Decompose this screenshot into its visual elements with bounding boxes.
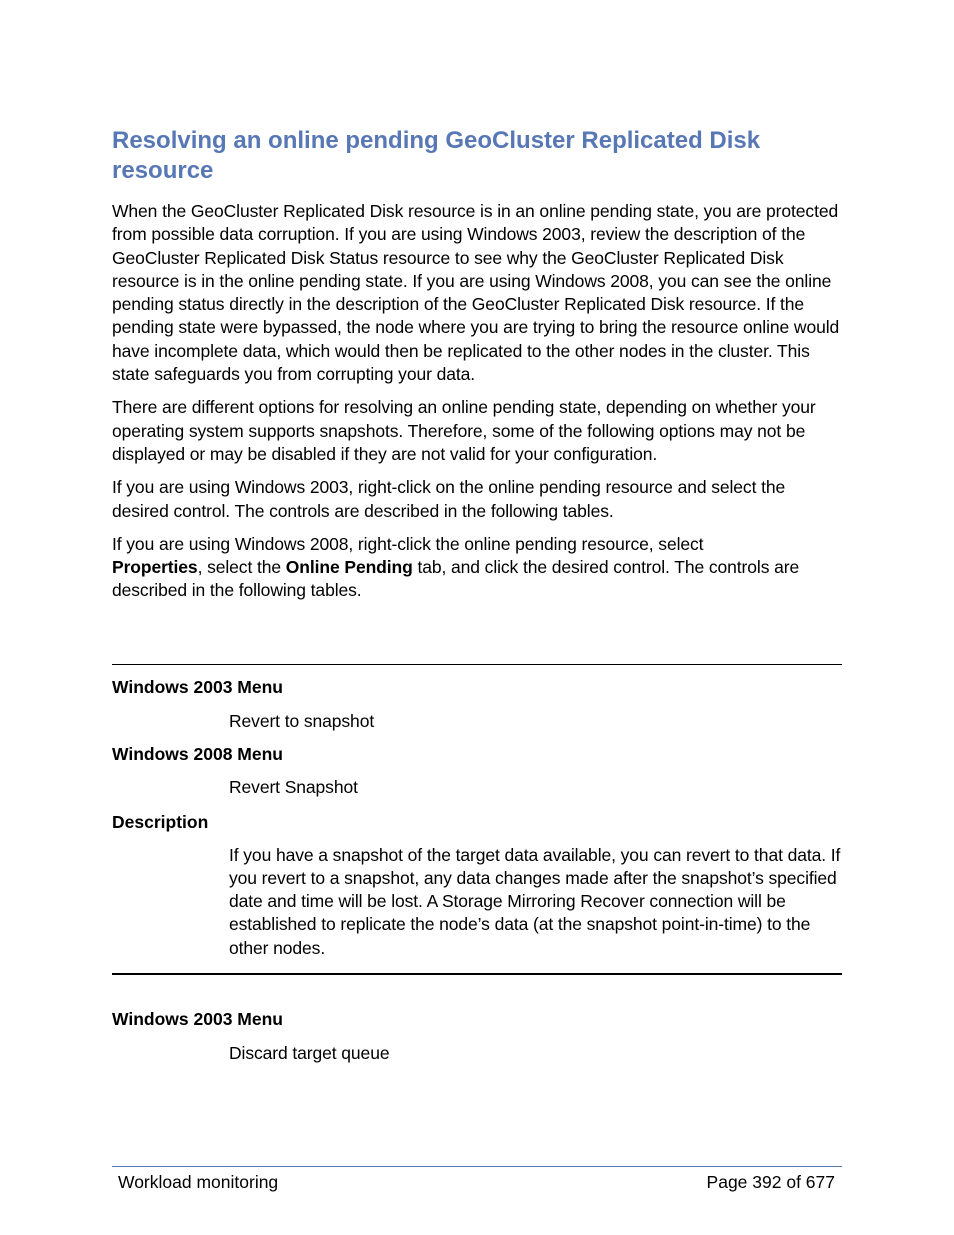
windows-2008-menu-value: Revert Snapshot <box>229 777 358 798</box>
options-paragraph: There are different options for resolving an online pending state, depending on whether your operating system supports snapshots. Therefore, some of the following options may not be displayed or may be disabled if they are not valid for your configuration. <box>112 397 816 464</box>
paragraph-text: tab, and click the desired control. The controls are described in the following tables. <box>112 557 800 601</box>
page-title: Resolving an online pending GeoCluster Replicated Disk resource <box>112 127 761 184</box>
windows-2003-paragraph: If you are using Windows 2003, right-click on the online pending resource and select the desired control. The controls are described in the following tables. <box>112 477 786 521</box>
windows-2003-menu-value: Revert to snapshot <box>229 711 375 731</box>
paragraph-text: If you are using Windows 2008, right-click the online pending resource, select <box>112 533 704 554</box>
windows-2003-menu-value: Discard target queue <box>229 1043 390 1063</box>
footer-rule <box>112 1166 842 1167</box>
windows-2008-menu-label: Windows 2008 Menu <box>112 744 283 765</box>
windows-2003-menu-label: Windows 2003 Menu <box>112 677 283 697</box>
description-label: Description <box>112 811 209 832</box>
intro-paragraph: When the GeoCluster Replicated Disk resource is in an online pending state, you are protected from possible data corruption. If you are using Windows 2003, review the description of the GeoCluster Replicated Disk Status resource to see why the GeoCluster Replicated Disk resource is in the online pending state. If you are using Windows 2008, you can see the online pending status directly in the description of the GeoCluster Replicated Disk resource. If the pending state were bypassed, the node where you are trying to bring the resource online would have incomplete data, which would then be replicated to the other nodes in the cluster. This state safeguards you from corrupting your data. <box>112 201 840 385</box>
paragraph-text: , select the <box>197 557 281 578</box>
table-separator-rule <box>112 973 842 975</box>
windows-2008-paragraph <box>112 533 842 603</box>
windows-2003-menu-label: Windows 2003 Menu <box>112 1009 283 1029</box>
table-top-rule <box>112 664 842 665</box>
control-table-revert <box>112 676 842 960</box>
control-table-discard <box>112 1008 842 1065</box>
footer-section-name: Workload monitoring <box>118 1172 279 1192</box>
main-content <box>112 126 842 613</box>
footer-page-number: Page 392 of 677 <box>706 1172 835 1192</box>
online-pending-term: Online Pending <box>285 557 413 578</box>
description-value: If you have a snapshot of the target data available, you can revert to that data. If you revert to a snapshot, any data changes made after the snapshot’s specified date and time will be lost. A Storage Mirroring Recover connection will be established to replicate the node’s data (at the snapshot point-in-time) to the other nodes. <box>229 844 841 958</box>
properties-term: Properties <box>112 557 198 578</box>
